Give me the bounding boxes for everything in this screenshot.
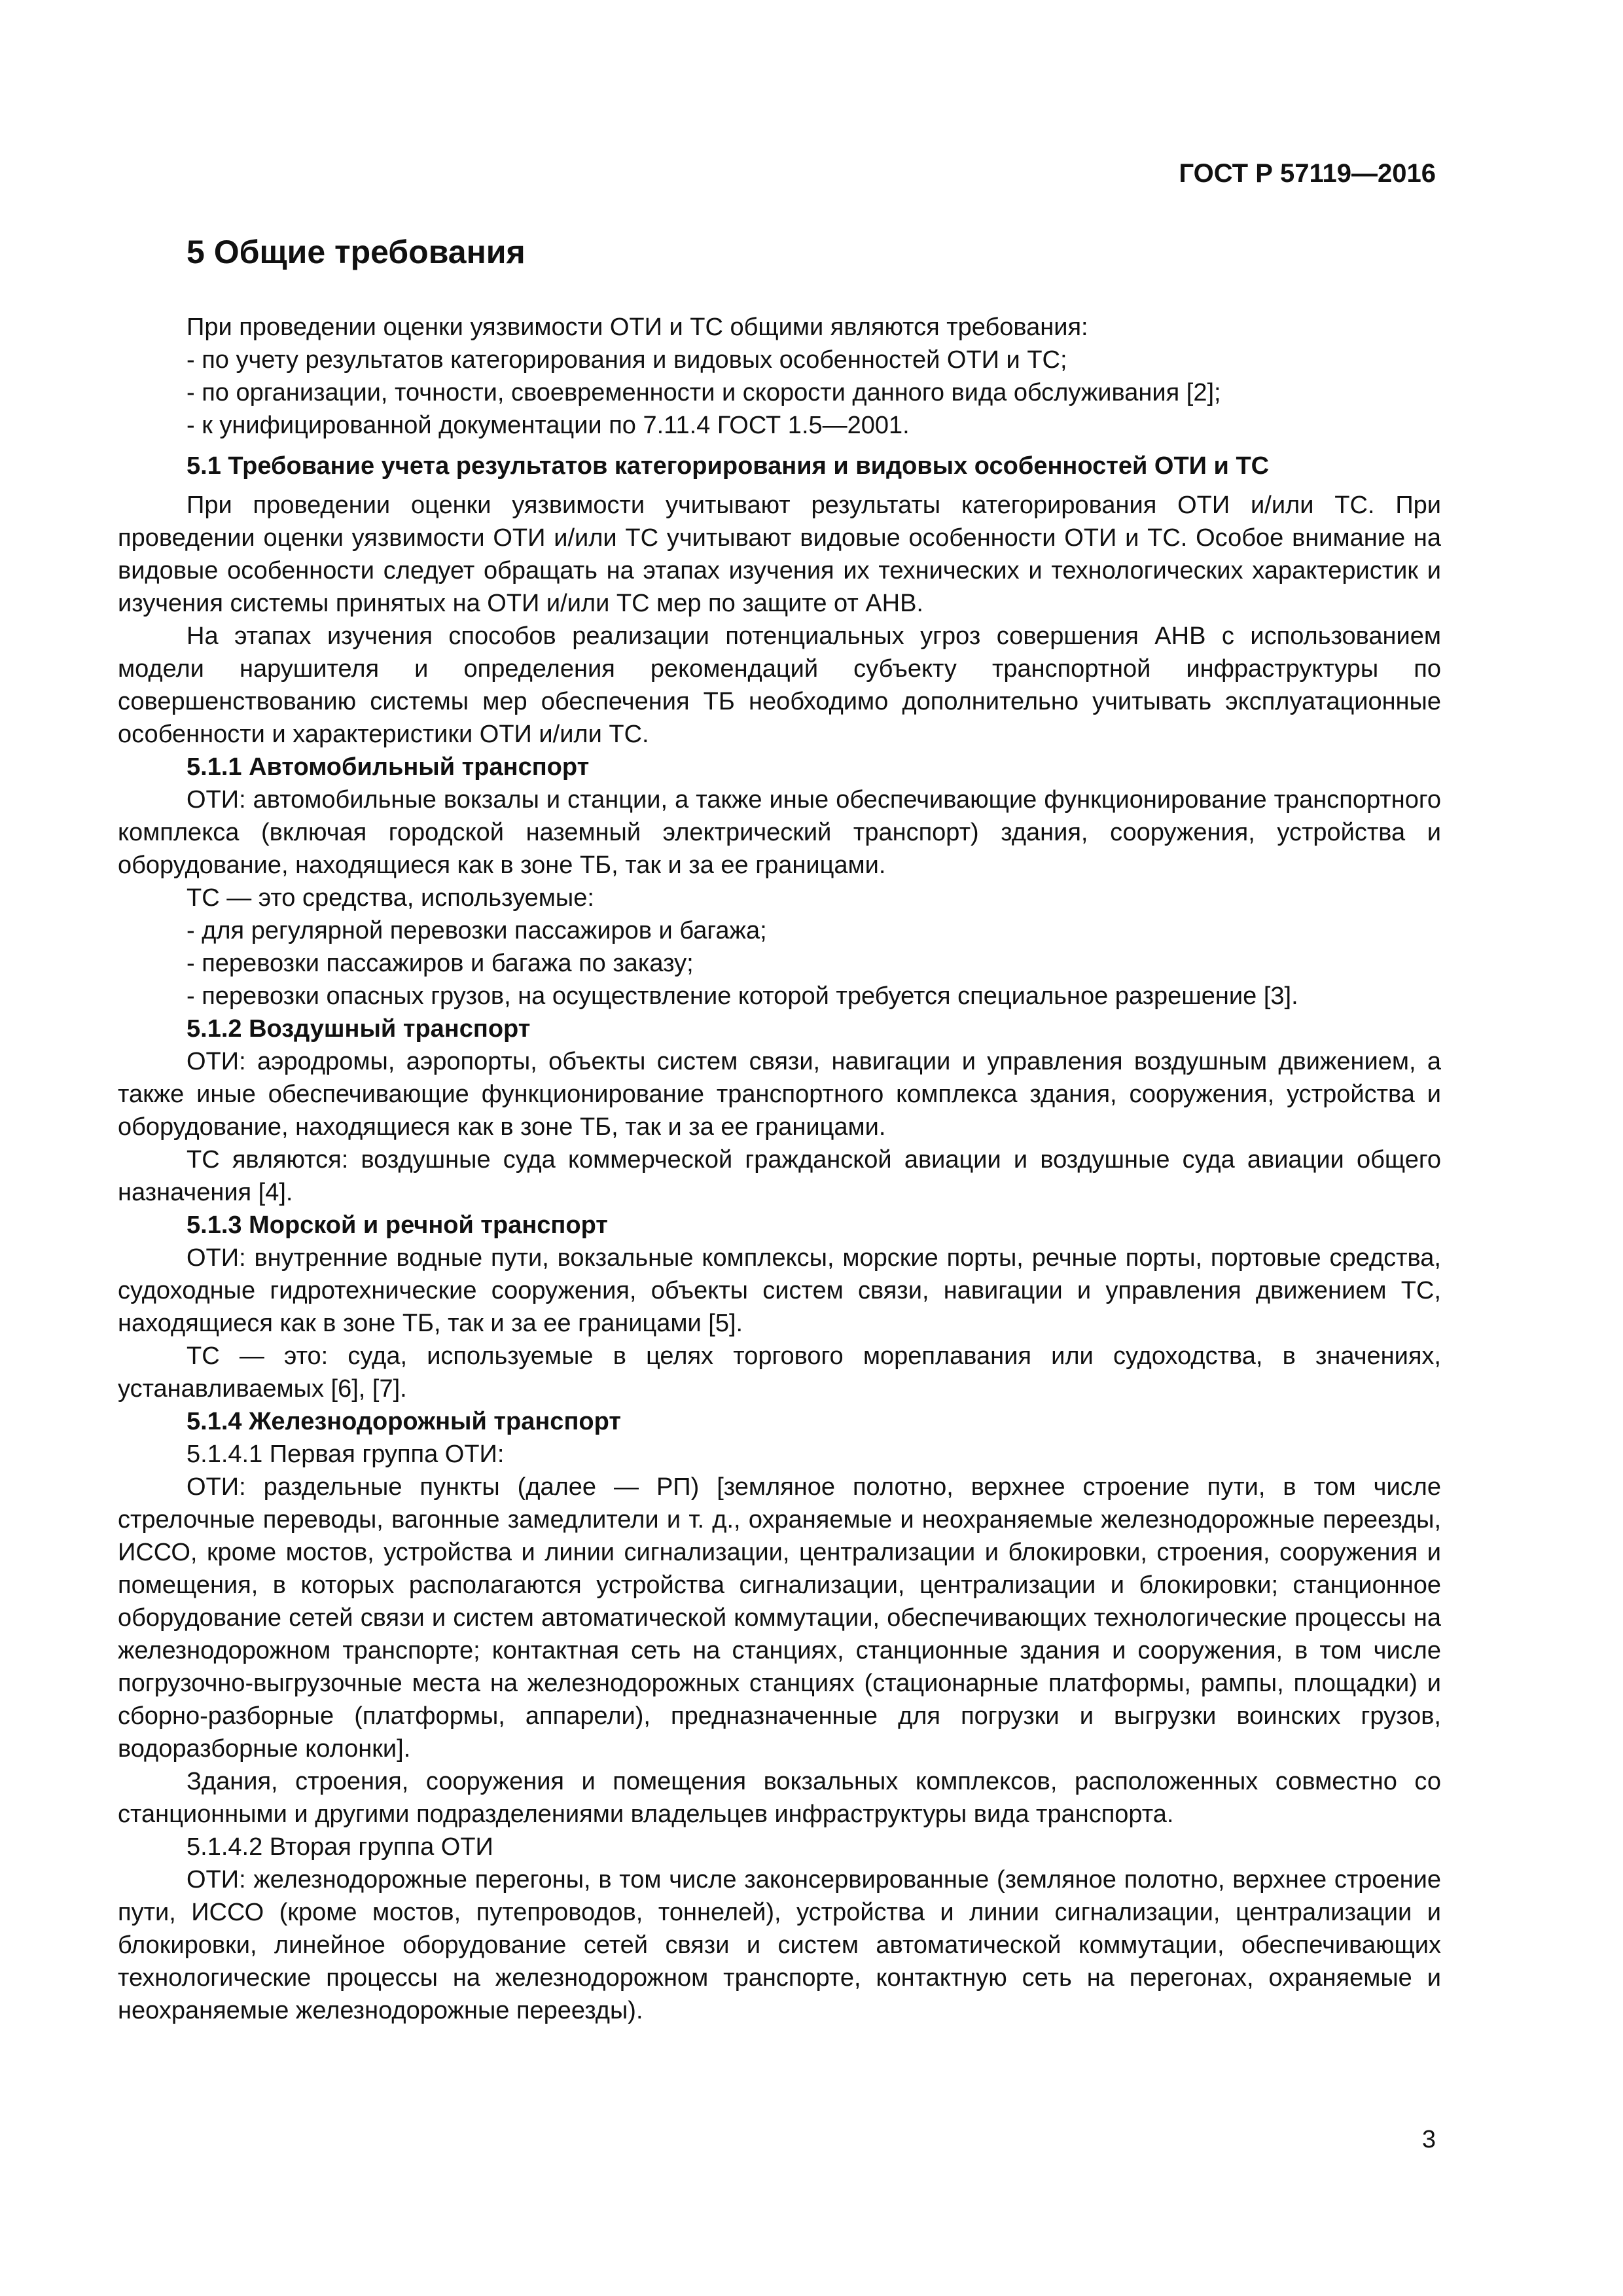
paragraph: На этапах изучения способов реализации потенциальных угроз совершения АНВ с использованием модели нарушителя и определения рекомендаций субъекту транспортной инфраструктуры по совершенствованию системы мер обеспечения ТБ необходимо дополнительно учитывать эксплуатационные особенности и характеристики ОТИ и/или ТС. xyxy=(118,622,1441,748)
section-5-title: 5 Общие требования xyxy=(187,234,526,270)
list-item: - по организации, точности, своевременности и скорости данного вида обслуживания [2]; xyxy=(187,379,1221,406)
list-item: - по учету результатов категорирования и видовых особенностей ОТИ и ТС; xyxy=(187,346,1067,374)
paragraph: Здания, строения, сооружения и помещения вокзальных комплексов, расположенных совместно со станционными и другими подразделениями владельцев инфраструктуры вида транспорта. xyxy=(118,1768,1441,1828)
list-item: - перевозки пассажиров и багажа по заказу; xyxy=(187,950,694,977)
section-5-1-1-title: 5.1.1 Автомобильный транспорт xyxy=(187,753,590,781)
section-5-intro: При проведении оценки уязвимости ОТИ и ТС общими являются требования: xyxy=(187,314,1088,341)
paragraph: ТС являются: воздушные суда коммерческой гражданской авиации и воздушные суда авиации общего назначения [4]. xyxy=(118,1146,1441,1206)
section-5-1-4-2-title: 5.1.4.2 Вторая группа ОТИ xyxy=(187,1833,493,1861)
paragraph: ТС — это: суда, используемые в целях торгового мореплавания или судоходства, в значениях, устанавливаемых [6], [7]. xyxy=(118,1342,1441,1403)
list-item: - к унифицированной документации по 7.11.4 ГОСТ 1.5—2001. xyxy=(187,412,910,439)
section-5-1-2-title: 5.1.2 Воздушный транспорт xyxy=(187,1015,531,1043)
paragraph: ОТИ: железнодорожные перегоны, в том числе законсервированные (земляное полотно, верхнее строение пути, ИССО (кроме мостов, путепроводов, тоннелей), устройства и линии сигнализации, централизации и блокировки, линейное оборудование сетей связи и систем автоматической коммутации, обеспечивающих технологические процессы на железнодорожном транспорте, контактную сеть на перегонах, охраняемые и неохраняемые железнодорожные переезды). xyxy=(118,1866,1441,2024)
paragraph: При проведении оценки уязвимости учитывают результаты категорирования ОТИ и/или ТС. При проведении оценки уязвимости ОТИ и/или ТС учитывают видовые особенности ОТИ и ТС. Особое внимание на видовые особенности следует обращать на этапах изучения их технических и технологических характеристик и изучения системы принятых на ОТИ и/или ТС мер по защите от АНВ. xyxy=(118,492,1441,617)
standard-code: ГОСТ Р 57119—2016 xyxy=(1179,159,1436,188)
paragraph: ОТИ: внутренние водные пути, вокзальные комплексы, морские порты, речные порты, портовые средства, судоходные гидротехнические сооружения, объекты систем связи, навигации и управления движением ТС, находящиеся как в зоне ТБ, так и за ее границами [5]. xyxy=(118,1244,1441,1337)
paragraph: ОТИ: раздельные пункты (далее — РП) [земляное полотно, верхнее строение пути, в том числе стрелочные переводы, вагонные замедлители и т. д., охраняемые и неохраняемые железнодорожные переезды, ИССО, кроме мостов, устройства и линии сигнализации, централизации и блокировки, строения, сооружения и помещения, в которых располагаются устройства сигнализации, централизации и блокировки; станционное оборудование сетей связи и систем автоматической коммутации, обеспечивающих технологические процессы на железнодорожном транспорте; контактная сеть на станциях, станционные здания и сооружения, в том числе погрузочно-выгрузочные места на железнодорожных станциях (стационарные платформы, рампы, площадки) и сборно-разборные (платформы, аппарели), предназначенные для погрузки и выгрузки воинских грузов, водоразборные колонки]. xyxy=(118,1473,1441,1763)
section-5-1-3-title: 5.1.3 Морской и речной транспорт xyxy=(187,1211,608,1239)
section-5-1-title: 5.1 Требование учета результатов категорирования и видовых особенностей ОТИ и ТС xyxy=(187,452,1270,480)
page-number: 3 xyxy=(1421,2126,1436,2153)
section-5-1-4-1-title: 5.1.4.1 Первая группа ОТИ: xyxy=(187,1441,505,1468)
list-item: - перевозки опасных грузов, на осуществление которой требуется специальное разрешение [3]. xyxy=(187,982,1298,1010)
section-5-1-4-title: 5.1.4 Железнодорожный транспорт xyxy=(187,1408,621,1435)
document-body xyxy=(118,232,1441,2027)
paragraph: ОТИ: аэродромы, аэропорты, объекты систем связи, навигации и управления воздушным движением, а также иные обеспечивающие функционирование транспортного комплекса здания, сооружения, устройства и оборудование, находящиеся как в зоне ТБ, так и за ее границами. xyxy=(118,1048,1441,1141)
paragraph: ОТИ: автомобильные вокзалы и станции, а также иные обеспечивающие функционирование транспортного комплекса (включая городской наземный электрический транспорт) здания, сооружения, устройства и оборудование, находящиеся как в зоне ТБ, так и за ее границами. xyxy=(118,786,1441,879)
list-item: - для регулярной перевозки пассажиров и багажа; xyxy=(187,917,767,944)
paragraph: ТС — это средства, используемые: xyxy=(187,884,594,912)
